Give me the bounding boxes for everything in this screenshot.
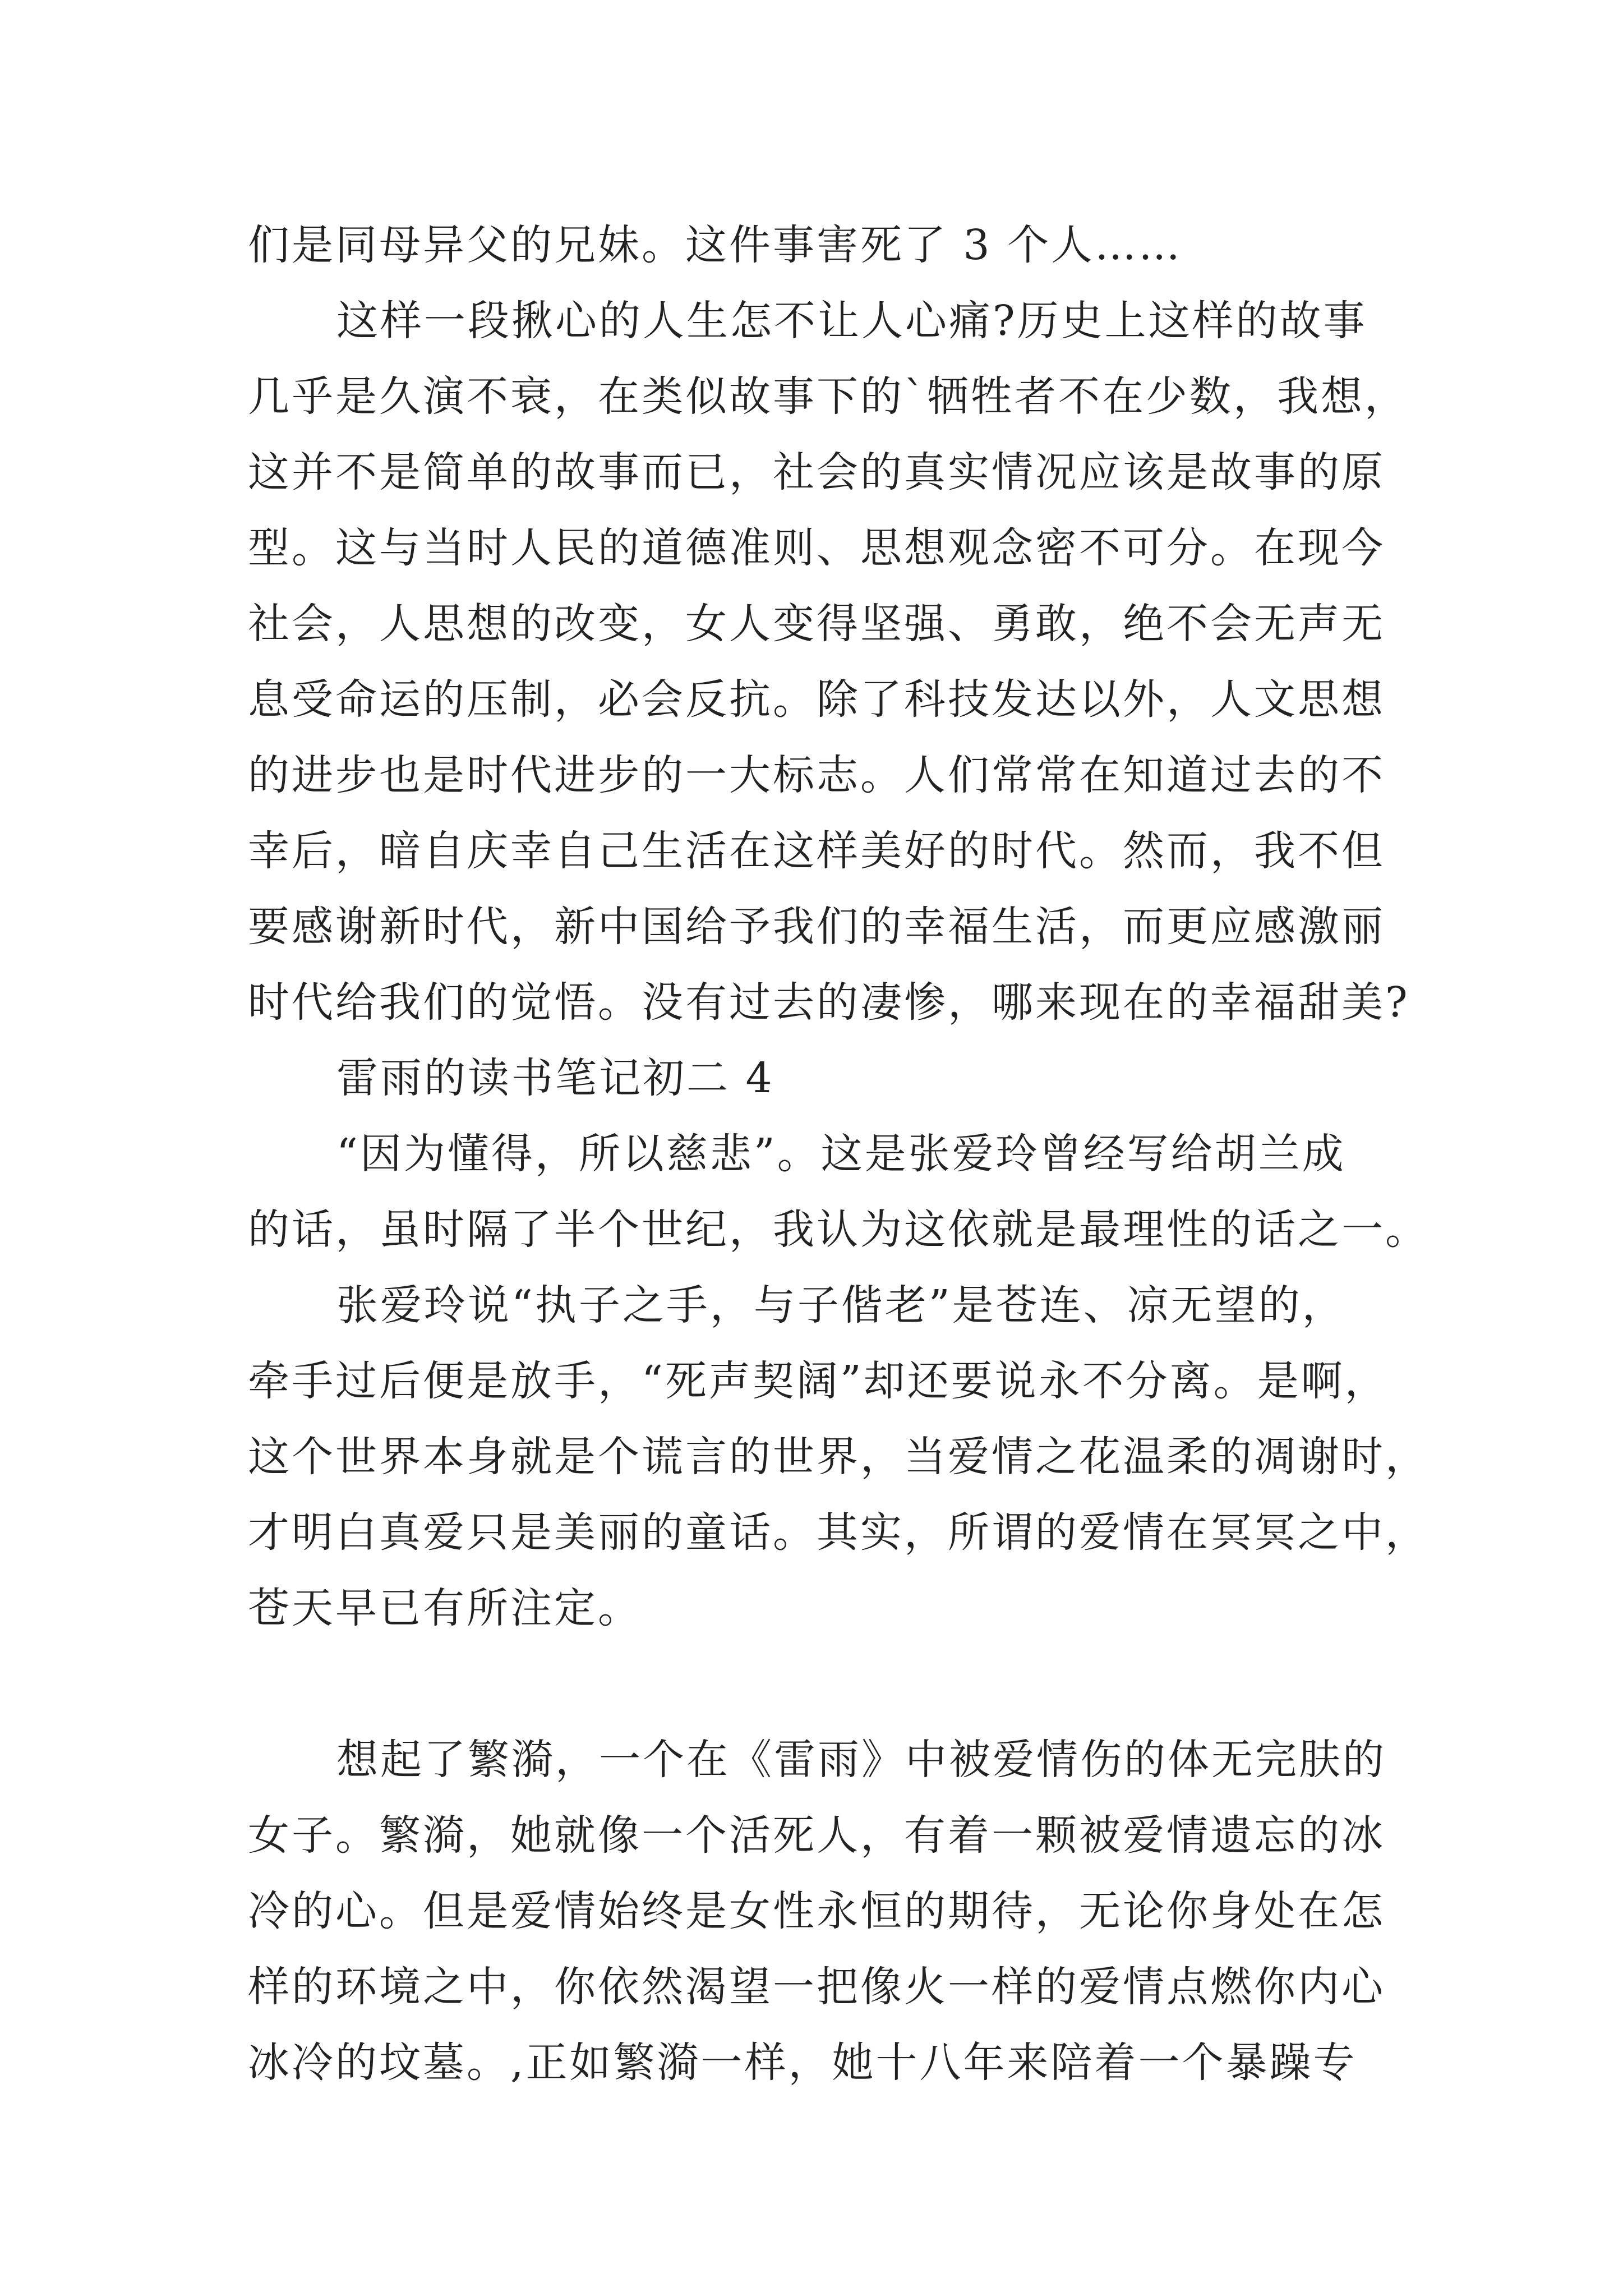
text-line: 几乎是久演不衰，在类似故事下的`牺牲者不在少数，我想， — [248, 372, 1408, 421]
text-line: 幸后，暗自庆幸自己生活在这样美好的时代。然而，我不但 — [248, 827, 1385, 875]
text-line: 样的环境之中，你依然渴望一把像火一样的爱情点燃你内心 — [248, 1963, 1385, 2011]
text-line — [248, 1646, 1386, 1722]
text-line: 苍天早已有所注定。 — [248, 1584, 642, 1632]
text-line: 们是同母异父的兄妹。这件事害死了 3 个人…… — [248, 221, 1183, 269]
text-line: 女子。繁漪，她就像一个活死人，有着一颗被爱情遗忘的冰 — [248, 1811, 1385, 1860]
text-line: 冰冷的坟墓。,正如繁漪一样，她十八年来陪着一个暴躁专 — [248, 2039, 1357, 2087]
text-line: 的进步也是时代进步的一大标志。人们常常在知道过去的不 — [248, 751, 1385, 799]
text-line: 想起了繁漪，一个在《雷雨》中被爱情伤的体无完肤的 — [336, 1736, 1386, 1784]
text-line: 才明白真爱只是美丽的童话。其实，所谓的爱情在冥冥之中， — [248, 1508, 1429, 1557]
text-line: 这并不是简单的故事而已，社会的真实情况应该是故事的原 — [248, 448, 1385, 496]
text-line: 型。这与当时人民的道德准则、思想观念密不可分。在现今 — [248, 524, 1385, 572]
text-line: 雷雨的读书笔记初二 4 — [336, 1054, 774, 1102]
text-line: 这个世界本身就是个谎言的世界，当爱情之花温柔的凋谢时， — [248, 1433, 1429, 1481]
text-line: 的话，虽时隔了半个世纪，我认为这依就是最理性的话之一。 — [248, 1205, 1429, 1254]
text-line: 要感谢新时代，新中国给予我们的幸福生活，而更应感激丽 — [248, 903, 1385, 951]
text-line: “因为懂得，所以慈悲”。这是张爱玲曾经写给胡兰成 — [336, 1130, 1346, 1178]
text-line: 这样一段揪心的人生怎不让人心痛?历史上这样的故事 — [336, 297, 1367, 345]
text-line: 冷的心。但是爱情始终是女性永恒的期待，无论你身处在怎 — [248, 1887, 1385, 1935]
text-line: 张爱玲说“执子之手，与子偕老”是苍连、凉无望的， — [336, 1281, 1346, 1329]
body-text — [248, 208, 1429, 2101]
text-line: 息受命运的压制，必会反抗。除了科技发达以外，人文思想 — [248, 675, 1385, 724]
text-line: 时代给我们的觉悟。没有过去的凄惨，哪来现在的幸福甜美? — [248, 978, 1410, 1027]
text-line: 牵手过后便是放手，“死声契阔”却还要说永不分离。是啊， — [248, 1357, 1389, 1405]
text-line: 社会，人思想的改变，女人变得坚强、勇敢，绝不会无声无 — [248, 600, 1385, 648]
